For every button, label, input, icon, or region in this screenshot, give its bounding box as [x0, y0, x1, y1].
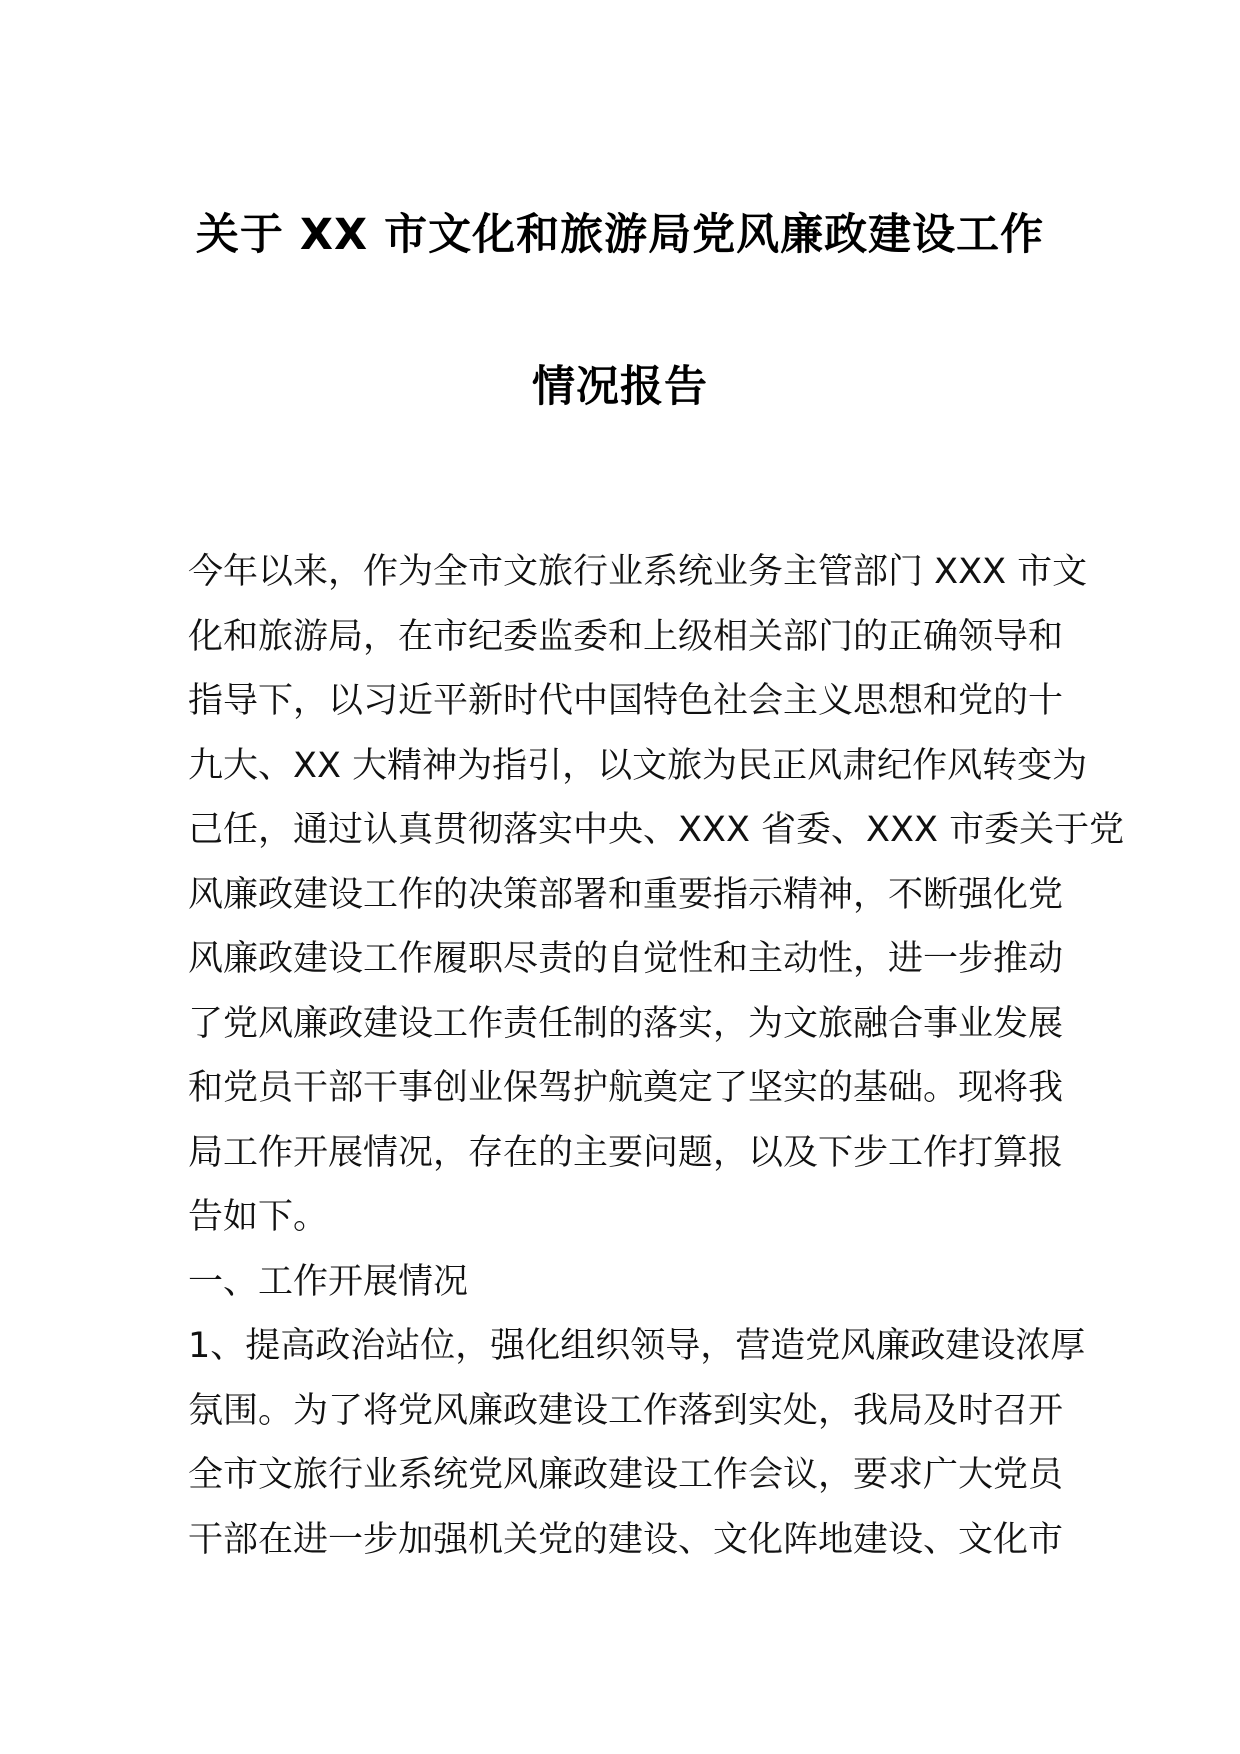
section-heading: 一、工作开展情况	[188, 1262, 469, 1302]
paragraph-line: 告如下。	[188, 1197, 329, 1237]
paragraph-line: 和党员干部干事创业保驾护航奠定了坚实的基础。现将我	[188, 1068, 1064, 1108]
document-title-line-1: 关于 XX 市文化和旅游局党风廉政建设工作	[195, 210, 1045, 260]
paragraph-line: 氛围。为了将党风廉政建设工作落到实处，我局及时召开	[188, 1390, 1064, 1431]
document-title-line-2: 情况报告	[532, 362, 708, 412]
paragraph-line: 九大、XX 大精神为指引，以文旅为民正风肃纪作风转变为	[188, 745, 1088, 786]
paragraph-line: 1、提高政治站位，强化组织领导，营造党风廉政建设浓厚	[188, 1326, 1086, 1366]
section-heading-block	[188, 1250, 1058, 1315]
paragraph-line: 化和旅游局，在市纪委监委和上级相关部门的正确领导和	[188, 616, 1064, 657]
intro-paragraph	[188, 540, 1125, 1250]
paragraph-line: 风廉政建设工作的决策部署和重要指示精神，不断强化党	[188, 874, 1064, 915]
paragraph-line: 了党风廉政建设工作责任制的落实，为文旅融合事业发展	[188, 1003, 1064, 1044]
paragraph-line: 全市文旅行业系统党风廉政建设工作会议，要求广大党员	[188, 1455, 1064, 1495]
paragraph-line: 风廉政建设工作履职尽责的自觉性和主动性，进一步推动	[188, 939, 1064, 979]
section-paragraph	[188, 1314, 1086, 1572]
paragraph-line: 干部在进一步加强机关党的建设、文化阵地建设、文化市	[188, 1519, 1064, 1560]
paragraph-line: 己任，通过认真贯彻落实中央、XXX 省委、XXX 市委关于党	[188, 810, 1125, 850]
paragraph-line: 指导下，以习近平新时代中国特色社会主义思想和党的十	[188, 681, 1064, 721]
paragraph-line: 今年以来，作为全市文旅行业系统业务主管部门 XXX 市文	[188, 552, 1088, 592]
paragraph-line: 局工作开展情况，存在的主要问题，以及下步工作打算报	[188, 1132, 1064, 1173]
